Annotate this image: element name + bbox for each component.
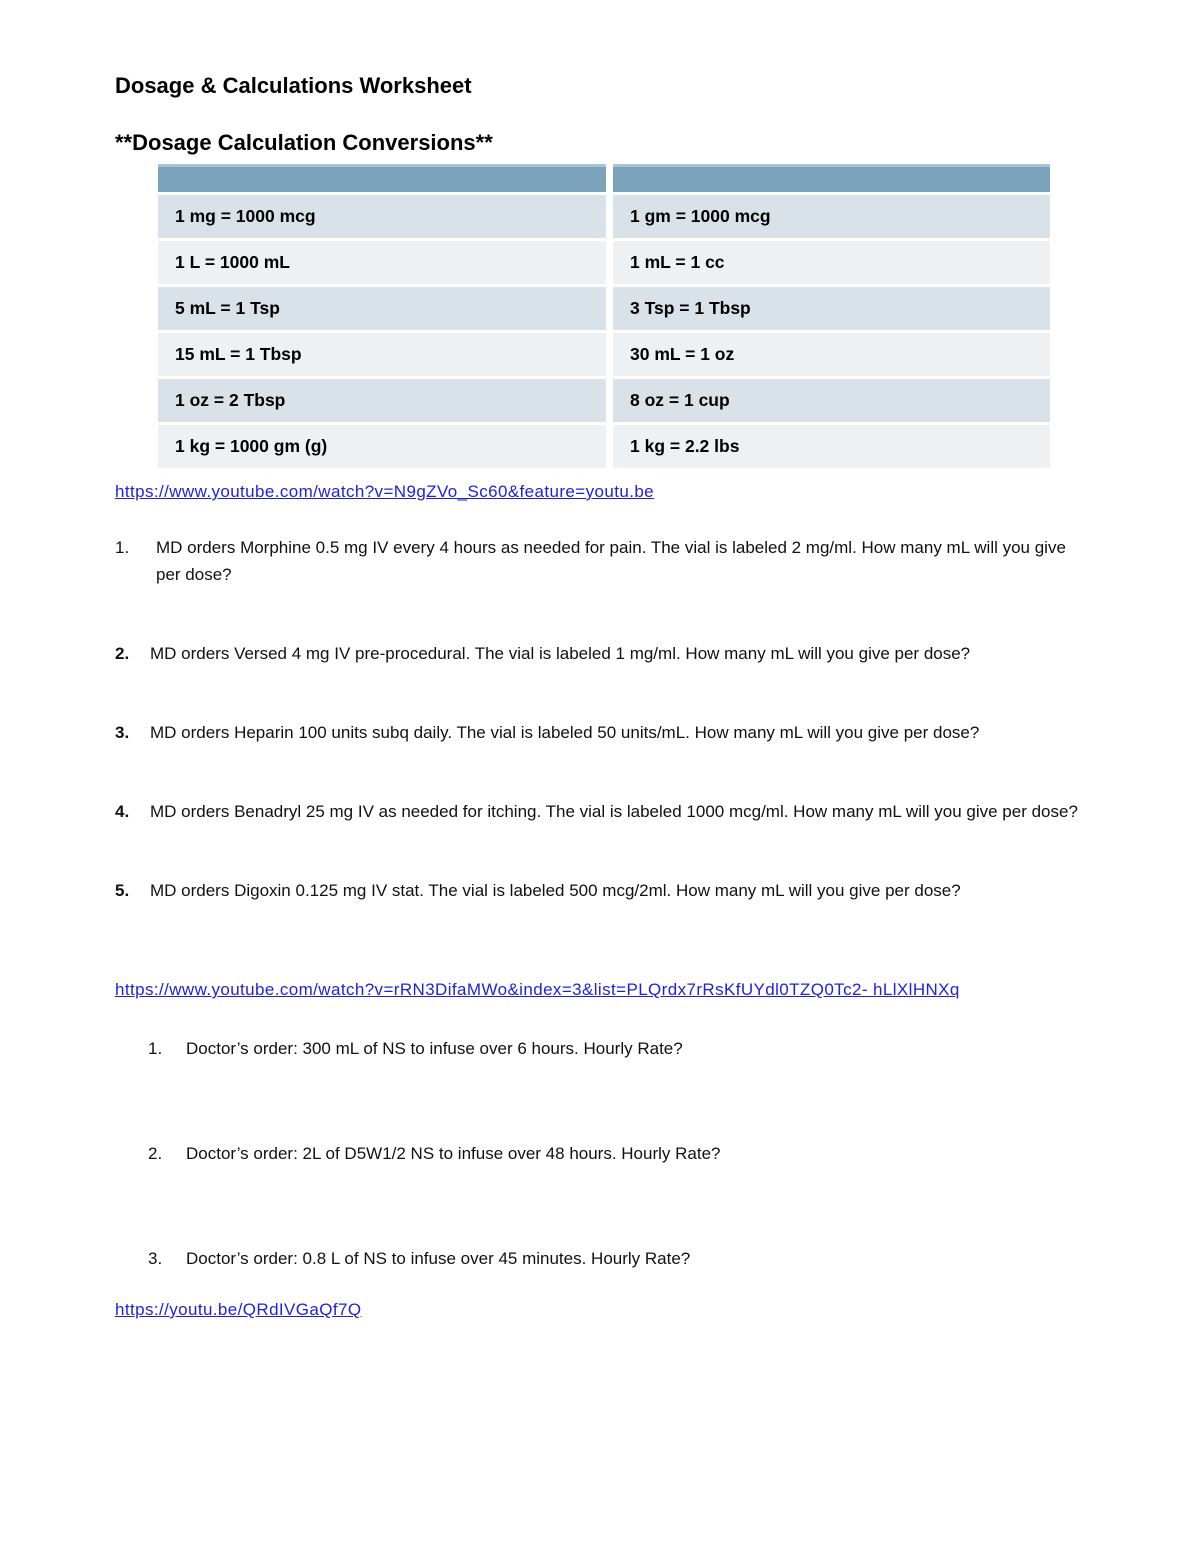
table-cell: 1 mL = 1 cc bbox=[613, 241, 1050, 284]
table-header-cell-right bbox=[613, 164, 1050, 192]
infusion-question-list bbox=[115, 1035, 1200, 1272]
question-item-1 bbox=[115, 534, 1200, 588]
table-cell: 1 gm = 1000 mcg bbox=[613, 195, 1050, 238]
page-title: Dosage & Calculations Worksheet bbox=[115, 73, 472, 98]
question-text: MD orders Benadryl 25 mg IV as needed for itching. The vial is labeled 1000 mcg/ml. How many mL will you give per dose? bbox=[150, 802, 1078, 821]
video-link-3[interactable]: https://youtu.be/QRdIVGaQf7Q bbox=[115, 1300, 362, 1319]
infusion-question-item-2 bbox=[148, 1140, 1200, 1167]
dosage-question-list bbox=[115, 534, 1200, 904]
section-heading-conversions: **Dosage Calculation Conversions** bbox=[115, 130, 493, 155]
infusion-question-item-1 bbox=[148, 1035, 1200, 1062]
question-item-4 bbox=[115, 798, 1200, 825]
question-number: 3. bbox=[115, 723, 130, 742]
table-cell: 1 L = 1000 mL bbox=[158, 241, 606, 284]
conversion-table bbox=[158, 164, 1050, 468]
question-text: Doctor’s order: 300 mL of NS to infuse over 6 hours. Hourly Rate? bbox=[186, 1039, 683, 1058]
question-number: 2. bbox=[148, 1144, 163, 1163]
table-cell: 8 oz = 1 cup bbox=[613, 379, 1050, 422]
table-cell: 1 kg = 2.2 lbs bbox=[613, 425, 1050, 468]
table-cell: 15 mL = 1 Tbsp bbox=[158, 333, 606, 376]
question-item-2 bbox=[115, 640, 1200, 667]
video-link-1[interactable]: https://www.youtube.com/watch?v=N9gZVo_Sc60&feature=youtu.be bbox=[115, 482, 655, 501]
question-item-5 bbox=[115, 877, 1200, 904]
question-item-3 bbox=[115, 719, 1200, 746]
table-cell: 1 kg = 1000 gm (g) bbox=[158, 425, 606, 468]
question-number: 2. bbox=[115, 644, 130, 663]
table-header-cell-left bbox=[158, 164, 606, 192]
question-number: 5. bbox=[115, 881, 130, 900]
table-cell: 30 mL = 1 oz bbox=[613, 333, 1050, 376]
infusion-question-item-3 bbox=[148, 1245, 1200, 1272]
question-text: MD orders Morphine 0.5 mg IV every 4 hours as needed for pain. The vial is labeled 2 mg/ml. How many mL will you give per dose? bbox=[156, 538, 1066, 584]
question-number: 4. bbox=[115, 802, 130, 821]
table-cell: 1 mg = 1000 mcg bbox=[158, 195, 606, 238]
question-text: Doctor’s order: 0.8 L of NS to infuse over 45 minutes. Hourly Rate? bbox=[186, 1249, 691, 1268]
question-text: MD orders Heparin 100 units subq daily. The vial is labeled 50 units/mL. How many mL will you give per dose? bbox=[150, 723, 980, 742]
table-cell: 5 mL = 1 Tsp bbox=[158, 287, 606, 330]
table-cell: 3 Tsp = 1 Tbsp bbox=[613, 287, 1050, 330]
video-link-2[interactable]: https://www.youtube.com/watch?v=rRN3DifaMWo&index=3&list=PLQrdx7rRsKfUYdl0TZQ0Tc2- hLlXlHNXq bbox=[115, 980, 960, 999]
question-text: MD orders Versed 4 mg IV pre-procedural. The vial is labeled 1 mg/ml. How many mL will you give per dose? bbox=[150, 644, 971, 663]
question-number: 3. bbox=[148, 1249, 163, 1268]
question-text: Doctor’s order: 2L of D5W1/2 NS to infuse over 48 hours. Hourly Rate? bbox=[186, 1144, 721, 1163]
question-number: 1. bbox=[148, 1039, 163, 1058]
question-number: 1. bbox=[115, 538, 130, 557]
table-cell: 1 oz = 2 Tbsp bbox=[158, 379, 606, 422]
question-text: MD orders Digoxin 0.125 mg IV stat. The vial is labeled 500 mcg/2ml. How many mL will you give per dose? bbox=[150, 881, 961, 900]
